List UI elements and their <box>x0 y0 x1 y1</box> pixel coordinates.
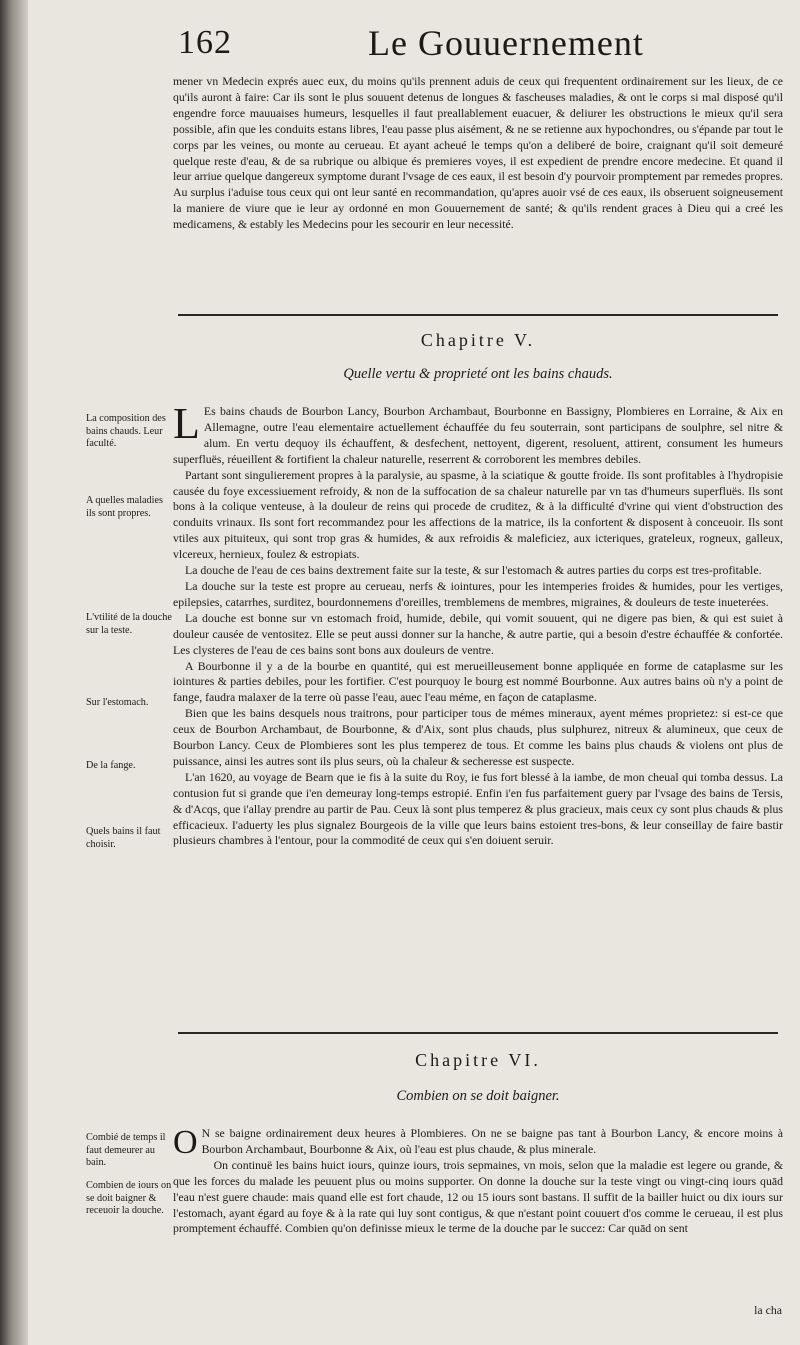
chapter-5-body <box>173 399 784 849</box>
margin-note-maladies: A quelles maladies ils sont propres. <box>86 495 163 519</box>
margin-note-composition: La composition des bains chauds. Leur faculté. <box>86 413 166 449</box>
margin-note-temps-bain: Combié de temps il faut demeurer au bain. <box>86 1132 166 1168</box>
book-gutter <box>0 0 28 1345</box>
page-header <box>178 22 778 72</box>
book-page <box>28 0 800 1345</box>
chapter-6-paragraph: On continuë les bains huict iours, quinze iours, trois sepmaines, vn mois, selon que la maladie est legere ou grande, & que les forces du malade les peuuent plus ou moins supporter. On donne la douche sur la teste vingt ou vingt-cinq iours quād l'eau n'est guere chaude: mais quand elle est fort chaude, 12 ou 15 iours sont bastans. Il suffit de la bailler huict ou dix iours sur l'estomach, ayant égard au foye & à la rate qui luy sont contigus, & que n'estant point couuert d'os comme le cerueau, il est plus promptement échauffé. Combien qu'on definisse mieux le terme de la douche par le succez: Car quād on sent <box>173 1157 783 1236</box>
margin-note-fange: De la fange. <box>86 760 136 771</box>
chapter-5-heading: Chapitre V. <box>420 330 536 350</box>
chapter-5-paragraph: A Bourbonne il y a de la bourbe en quantité, qui est merueilleusement bonne appliquée en forme de cataplasme sur les iointures & parties debiles, pour les fortifier. C'est pourquoy le bourg est nommé Bourbonne. Aux autres bains où n'y a point de fange, faudra malaxer de la terre où passe l'eau, auec l'eau méme, en façon de cataplasme. <box>173 658 783 705</box>
chapter-5-paragraph-text: Es bains chauds de Bourbon Lancy, Bourbon Archambaut, Bourbonne en Bassigny, Plombieres en Lorraine, & Aix en Allemagne, outre l'eau elementaire actuellement échauffée du feu souterrain, sont participans de soulphre, sel nitre & alum. En vertu dequoy ils échauffent, & desfechent, nettoyent, digerent, resoluent, attirent, consument les humeurs superfluës, réueillent & fortifient la chaleur naturelle, reserrent & corroborent les membres debiles. <box>173 404 783 466</box>
chapter-6-body <box>173 1126 783 1237</box>
chapter-5-paragraph: La douche est bonne sur vn estomach froid, humide, debile, qui vomit souuent, qui ne digere pas bien, & qui est suiet à douleur causée de ventositez. Elle se peut aussi donner sur la hanche, & autre partie, qui a besoin d'estre échauffée & confortée. Les clysteres de l'eau de ces bains sont bons aux douleurs de ventre. <box>173 610 783 657</box>
chapter-divider-rule <box>178 314 778 316</box>
margin-note-douche-teste: L'vtilité de la douche sur la teste. <box>86 612 172 636</box>
page-number: 162 <box>178 24 232 61</box>
opening-paragraph-block <box>173 74 783 233</box>
chapter-6-paragraph <box>173 1124 783 1161</box>
chapter-6-heading: Chapitre VI. <box>415 1050 541 1070</box>
chapter-5-paragraph: Partant sont singulierement propres à la paralysie, au spasme, à la sciatique & goutte froide. Ils sont profitables à l'hydropisie causée du foye excessiuement refroidy, & non de la suffocation de sa chaleur naturelle par vn tas d'humeurs superfluës. Ils sont bons à la colique venteuse, à la douleur de reins qui procede de cruditez, & à la difficulté d'vrine qui vient d'obstruction des conduits vrinaux. Ils sont fort recommandez pour les affections de la matrice, ils la confortent & disposent à conceuoir. Ils sont vtiles aux pituiteux, qui sont trop gras & humides, & aux refroidis & maleficiez, aux icteriques, grateleux, rogneux, galleux, vlcereux, hernieux, foulez & estropiats. <box>173 467 783 562</box>
margin-note-choisir: Quels bains il faut choisir. <box>86 826 161 850</box>
catchword: la cha <box>754 1303 782 1317</box>
running-title: Le Gouuernement <box>368 23 644 63</box>
margin-note-iours-douche: Combien de iours on se doit baigner & receuoir la douche. <box>86 1180 172 1216</box>
dropcap-letter: L <box>173 399 200 448</box>
chapter-6-paragraph-text: N se baigne ordinairement deux heures à Plombieres. On ne se baigne pas tant à Bourbon Lancy, & encore moins à Bourbon Archambaut, Bourbonne & Aix, où l'eau est plus chaude, & plus minerale. <box>201 1126 783 1156</box>
chapter-5-paragraph: La douche de l'eau de ces bains dextrement faite sur la teste, & sur l'estomach & autres parties du corps est tres-profitable. <box>185 563 762 578</box>
chapter-5-subtitle: Quelle vertu & proprieté ont les bains chauds. <box>343 366 613 382</box>
chapter-divider-rule <box>178 1032 778 1034</box>
dropcap-letter: O <box>173 1124 198 1161</box>
chapter-5-paragraph <box>173 399 783 468</box>
chapter-6-subtitle: Combien on se doit baigner. <box>396 1088 560 1104</box>
chapter-5-paragraph: Bien que les bains desquels nous traitrons, pour participer tous de mémes mineraux, ayent mémes proprietez: si est-ce que ceux de Bourbon Archambaut, de Bourbonne, & d'Aix, sont plus chauds, plus sulphurez, nitreux & alumineux, que ceux de Bourbon Lancy. Ceux de Plombieres sont les plus temperez de tous. Et comme les bains plus chauds & violens ont plus de puissance, ainsi les autres sont ils plus seurs, où la chaleur & secheresse est suspecte. <box>173 706 783 768</box>
chapter-5-paragraph: L'an 1620, au voyage de Bearn que ie fis à la suite du Roy, ie fus fort blessé à la iambe, de mon cheual qui tomba dessus. La contusion fut si grande que i'en demeuray long-temps estropié. Enfin i'en fus parfaitement guery par l'vsage des bains de Tersis, & d'Acqs, que i'allay prendre au partir de Pau. Ceux là sont plus temperez & plus gracieux, mais ceux cy sont plus chauds & plus efficacieux. I'aduerty les plus signalez Bourgeois de la ville que leurs bains estoient tres-bons, & leur conseillay de faire bastir plusieurs chambres à l'entour, pour la commodité de ceux qui s'en doiuent seruir. <box>173 769 784 848</box>
opening-paragraph: mener vn Medecin exprés auec eux, du moins qu'ils prennent aduis de ceux qui frequentent ordinairement sur les lieux, de ce qu'ils auront à faire: Car ils sont le plus souuent detenus de longues & fascheuses maladies, & ont le corps si mal disposé qu'il engendre force mauuaises humeurs, lesquelles il faut preallablement euacuer, & deliurer les obstructions le mieux qu'il sera possible, afin que les conduits estans libres, l'eau passe plus aisément, & ne se retienne aux hypochondres, ou s'épande par tout le corps par les veines, ou monte au cerueau. Et ayant acheué le temps qu'on a deliberé de boire, craignant qu'il soit demeuré quelque reste d'eau, & de sa rubrique ou albique és premieres voyes, il est expedient de prendre encore medecine. Et quand il leur arriue quelque dangereux symptome durant l'vsage de ces eaux, il est besoin d'y pourvoir promptement par remedes propres. Au surplus i'aduise tous ceux qui ont leur santé en recommandation, qu'apres auoir vsé de ces eaux, ils obseruent soigneusement la maniere de viure que ie leur ay ordonné en mon Gouuernement de santé; & qu'ils rendent graces à Dieu qui a creé les medicamens, & estably les Medecins pour les secourir en leur necessité. <box>173 74 783 232</box>
chapter-5-paragraph: La douche sur la teste est propre au cerueau, nerfs & iointures, pour les intemperies froides & humides, pour les vertiges, epilepsies, catarrhes, surditez, bourdonnemens d'oreilles, tremblemens de membres, migraines, & douleurs de teste inueterées. <box>173 578 783 609</box>
margin-note-estomach: Sur l'estomach. <box>86 697 149 708</box>
